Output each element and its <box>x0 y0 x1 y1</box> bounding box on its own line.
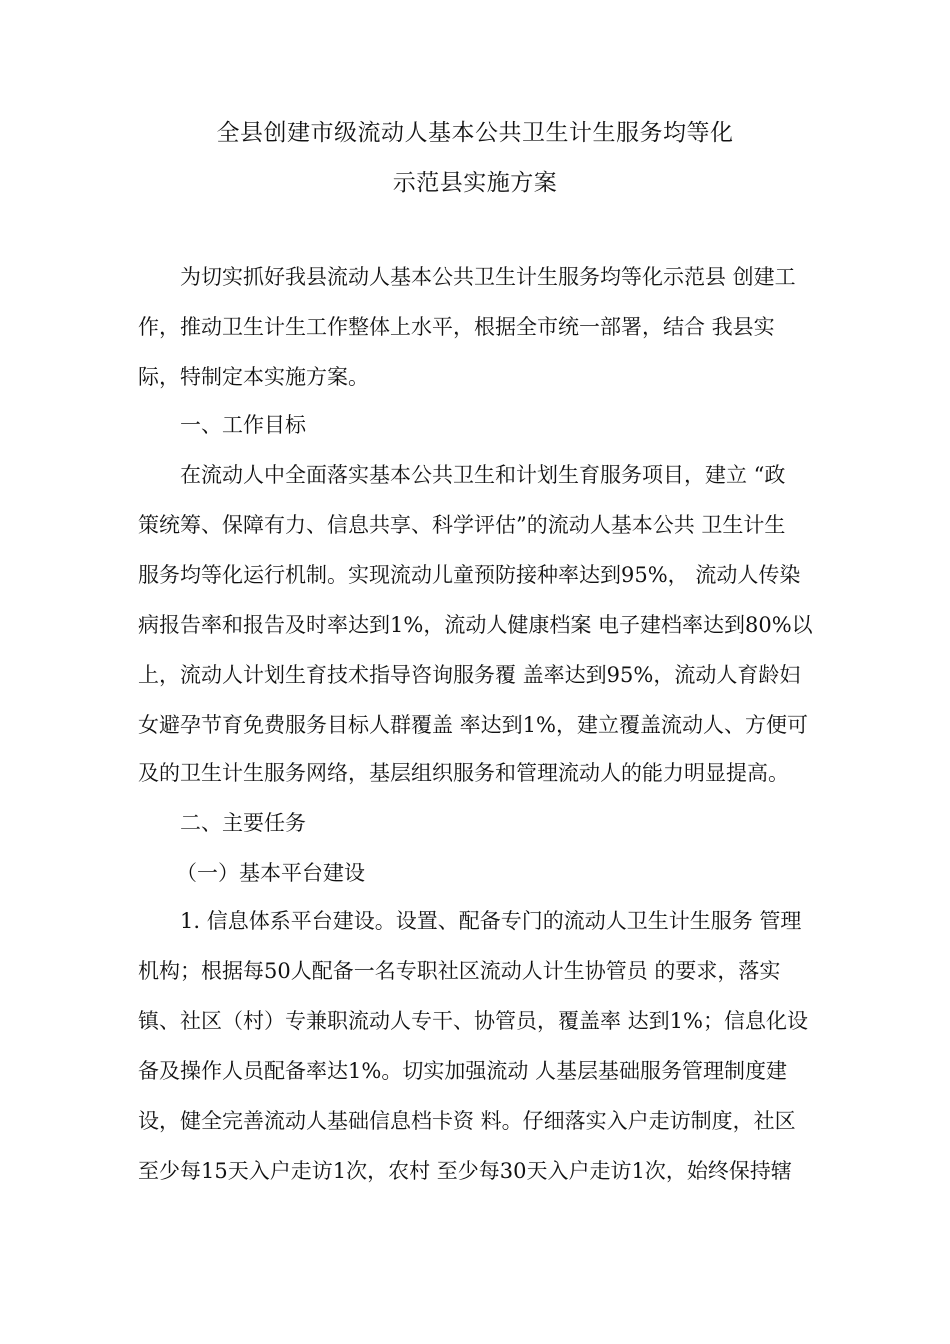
document-title-line-2: 示范县实施方案 <box>392 170 558 196</box>
document-title-line-1: 全县创建市级流动人基本公共卫生计生服务均等化 <box>216 120 734 146</box>
paragraph-line: 在流动人中全面落实基本公共卫生和计划生育服务项目，建立 “政 <box>180 463 786 487</box>
paragraph-line: 作，推动卫生计生工作整体上水平，根据全市统一部署，结合 我县实 <box>138 315 775 339</box>
paragraph-line: 镇、社区（村）专兼职流动人专干、协管员，覆盖率 达到1%；信息化设 <box>138 1009 808 1033</box>
paragraph-line: 及的卫生计生服务网络，基层组织服务和管理流动人的能力明显提高。 <box>138 761 789 785</box>
paragraph-line: 至少每15天入户走访1次，农村 至少每30天入户走访1次，始终保持辖 <box>138 1159 792 1183</box>
section-heading: 二、主要任务 <box>180 811 306 835</box>
paragraph-line: 病报告率和报告及时率达到1%，流动人健康档案 电子建档率达到80%以 <box>138 613 813 637</box>
paragraph-line: 女避孕节育免费服务目标人群覆盖 率达到1%，建立覆盖流动人、方便可 <box>138 713 808 737</box>
paragraph-line: 为切实抓好我县流动人基本公共卫生计生服务均等化示范县 创建工 <box>180 265 796 289</box>
section-heading: 一、工作目标 <box>180 413 306 437</box>
paragraph-line: 上，流动人计划生育技术指导咨询服务覆 盖率达到95%，流动人育龄妇 <box>138 663 801 687</box>
paragraph-line: 际，特制定本实施方案。 <box>138 365 369 389</box>
paragraph-line: 服务均等化运行机制。实现流动儿童预防接种率达到95%， 流动人传染 <box>138 563 801 587</box>
subsection-heading: （一）基本平台建设 <box>176 861 365 885</box>
paragraph-line: 策统筹、保障有力、信息共享、科学评估”的流动人基本公共 卫生计生 <box>138 513 786 537</box>
paragraph-line: 机构；根据每50人配备一名专职社区流动人计生协管员 的要求，落实 <box>138 959 781 983</box>
paragraph-line: 备及操作人员配备率达1%。切实加强流动 人基层基础服务管理制度建 <box>138 1059 787 1083</box>
paragraph-line: 设，健全完善流动人基础信息档卡资 料。仔细落实入户走访制度，社区 <box>138 1109 796 1133</box>
paragraph-line: 1. 信息体系平台建设。设置、配备专门的流动人卫生计生服务 管理 <box>180 909 802 933</box>
